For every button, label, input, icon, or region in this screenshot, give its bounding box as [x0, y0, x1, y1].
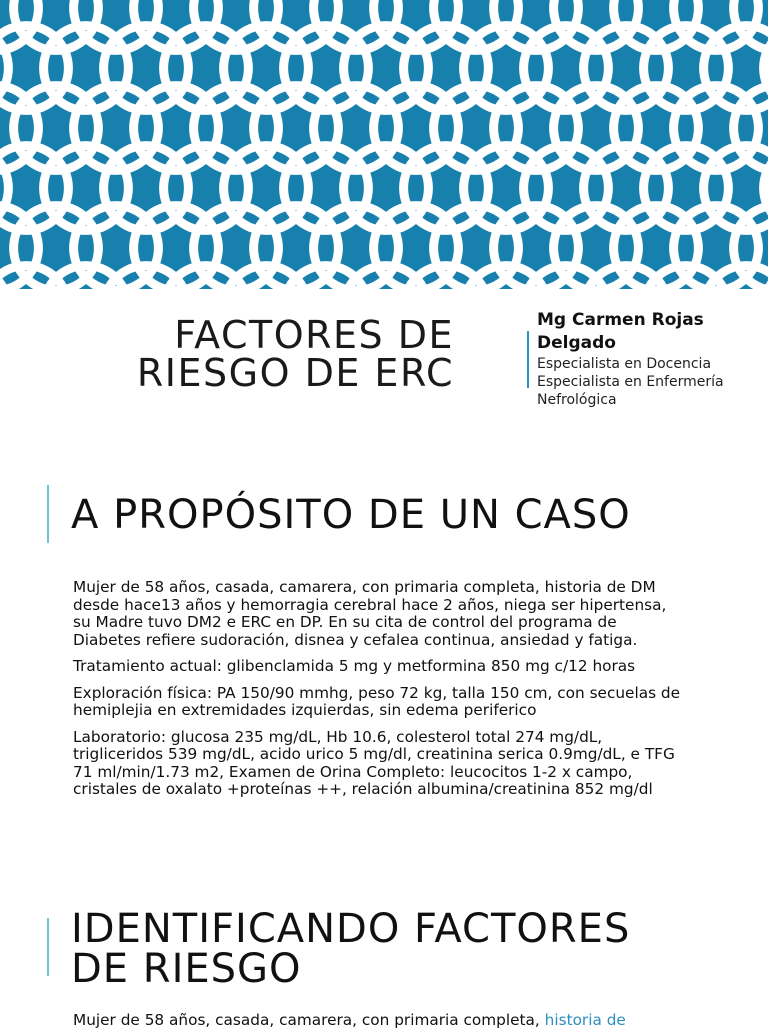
slide2-accent-bar — [47, 485, 49, 543]
slide3-heading-line-1: IDENTIFICANDO FACTORES — [71, 906, 631, 952]
slide3-heading-line-2: DE RIESGO — [71, 946, 302, 992]
case-paragraph-history: Mujer de 58 años, casada, camarera, con primaria completa, historia de DM desde hace13 años y hemorragia cerebral hace 2 años, niega ser hipertensa, su Madre tuvo DM2 e ERC en DP. En su cita de control del programa de Diabetes refiere sudoración, disnea y cefalea continua, ansiedad y fatiga. — [73, 578, 667, 649]
author-accent-bar — [527, 331, 529, 388]
title-line-1: FACTORES DE — [174, 313, 454, 357]
circle-lattice-pattern — [0, 0, 768, 289]
slide3-body-text: Mujer de 58 años, casada, camarera, con primaria completa, — [73, 1011, 545, 1029]
author-role-2: Especialista en Enfermería Nefrológica — [537, 374, 724, 408]
slide3-heading — [71, 906, 631, 992]
author-name: Mg Carmen Rojas Delgado — [537, 310, 704, 353]
slide3-body-partial — [73, 1012, 713, 1030]
slide3-highlight-text: historia de — [544, 1011, 626, 1029]
title-line-2: RIESGO DE ERC — [136, 351, 454, 395]
presentation-title — [0, 313, 454, 395]
slide2-case-body — [73, 579, 683, 808]
case-paragraph-exam: Exploración física: PA 150/90 mmhg, peso 72 kg, talla 150 cm, con secuelas de hemiplejia en extremidades izquierdas, sin edema periferico — [73, 683, 681, 719]
decorative-pattern-banner — [0, 0, 768, 289]
author-info — [527, 309, 762, 409]
case-paragraph-lab: Laboratorio: glucosa 235 mg/dL, Hb 10.6, colesterol total 274 mg/dL, trigliceridos 539 mg/dL, acido urico 5 mg/dl, creatinina serica 0.9mg/dL, e TFG 71 ml/min/1.73 m2, Examen de Orina Completo: leucocitos 1-2 x campo, cristales de oxalato +proteínas ++, relación albumina/creatinina 852 mg/dl — [73, 727, 675, 798]
slide3-accent-bar — [47, 918, 49, 976]
author-role-1: Especialista en Docencia — [537, 356, 712, 372]
slide2-heading: A PROPÓSITO DE UN CASO — [71, 492, 631, 538]
case-paragraph-treatment: Tratamiento actual: glibenclamida 5 mg y metformina 850 mg c/12 horas — [73, 657, 636, 675]
